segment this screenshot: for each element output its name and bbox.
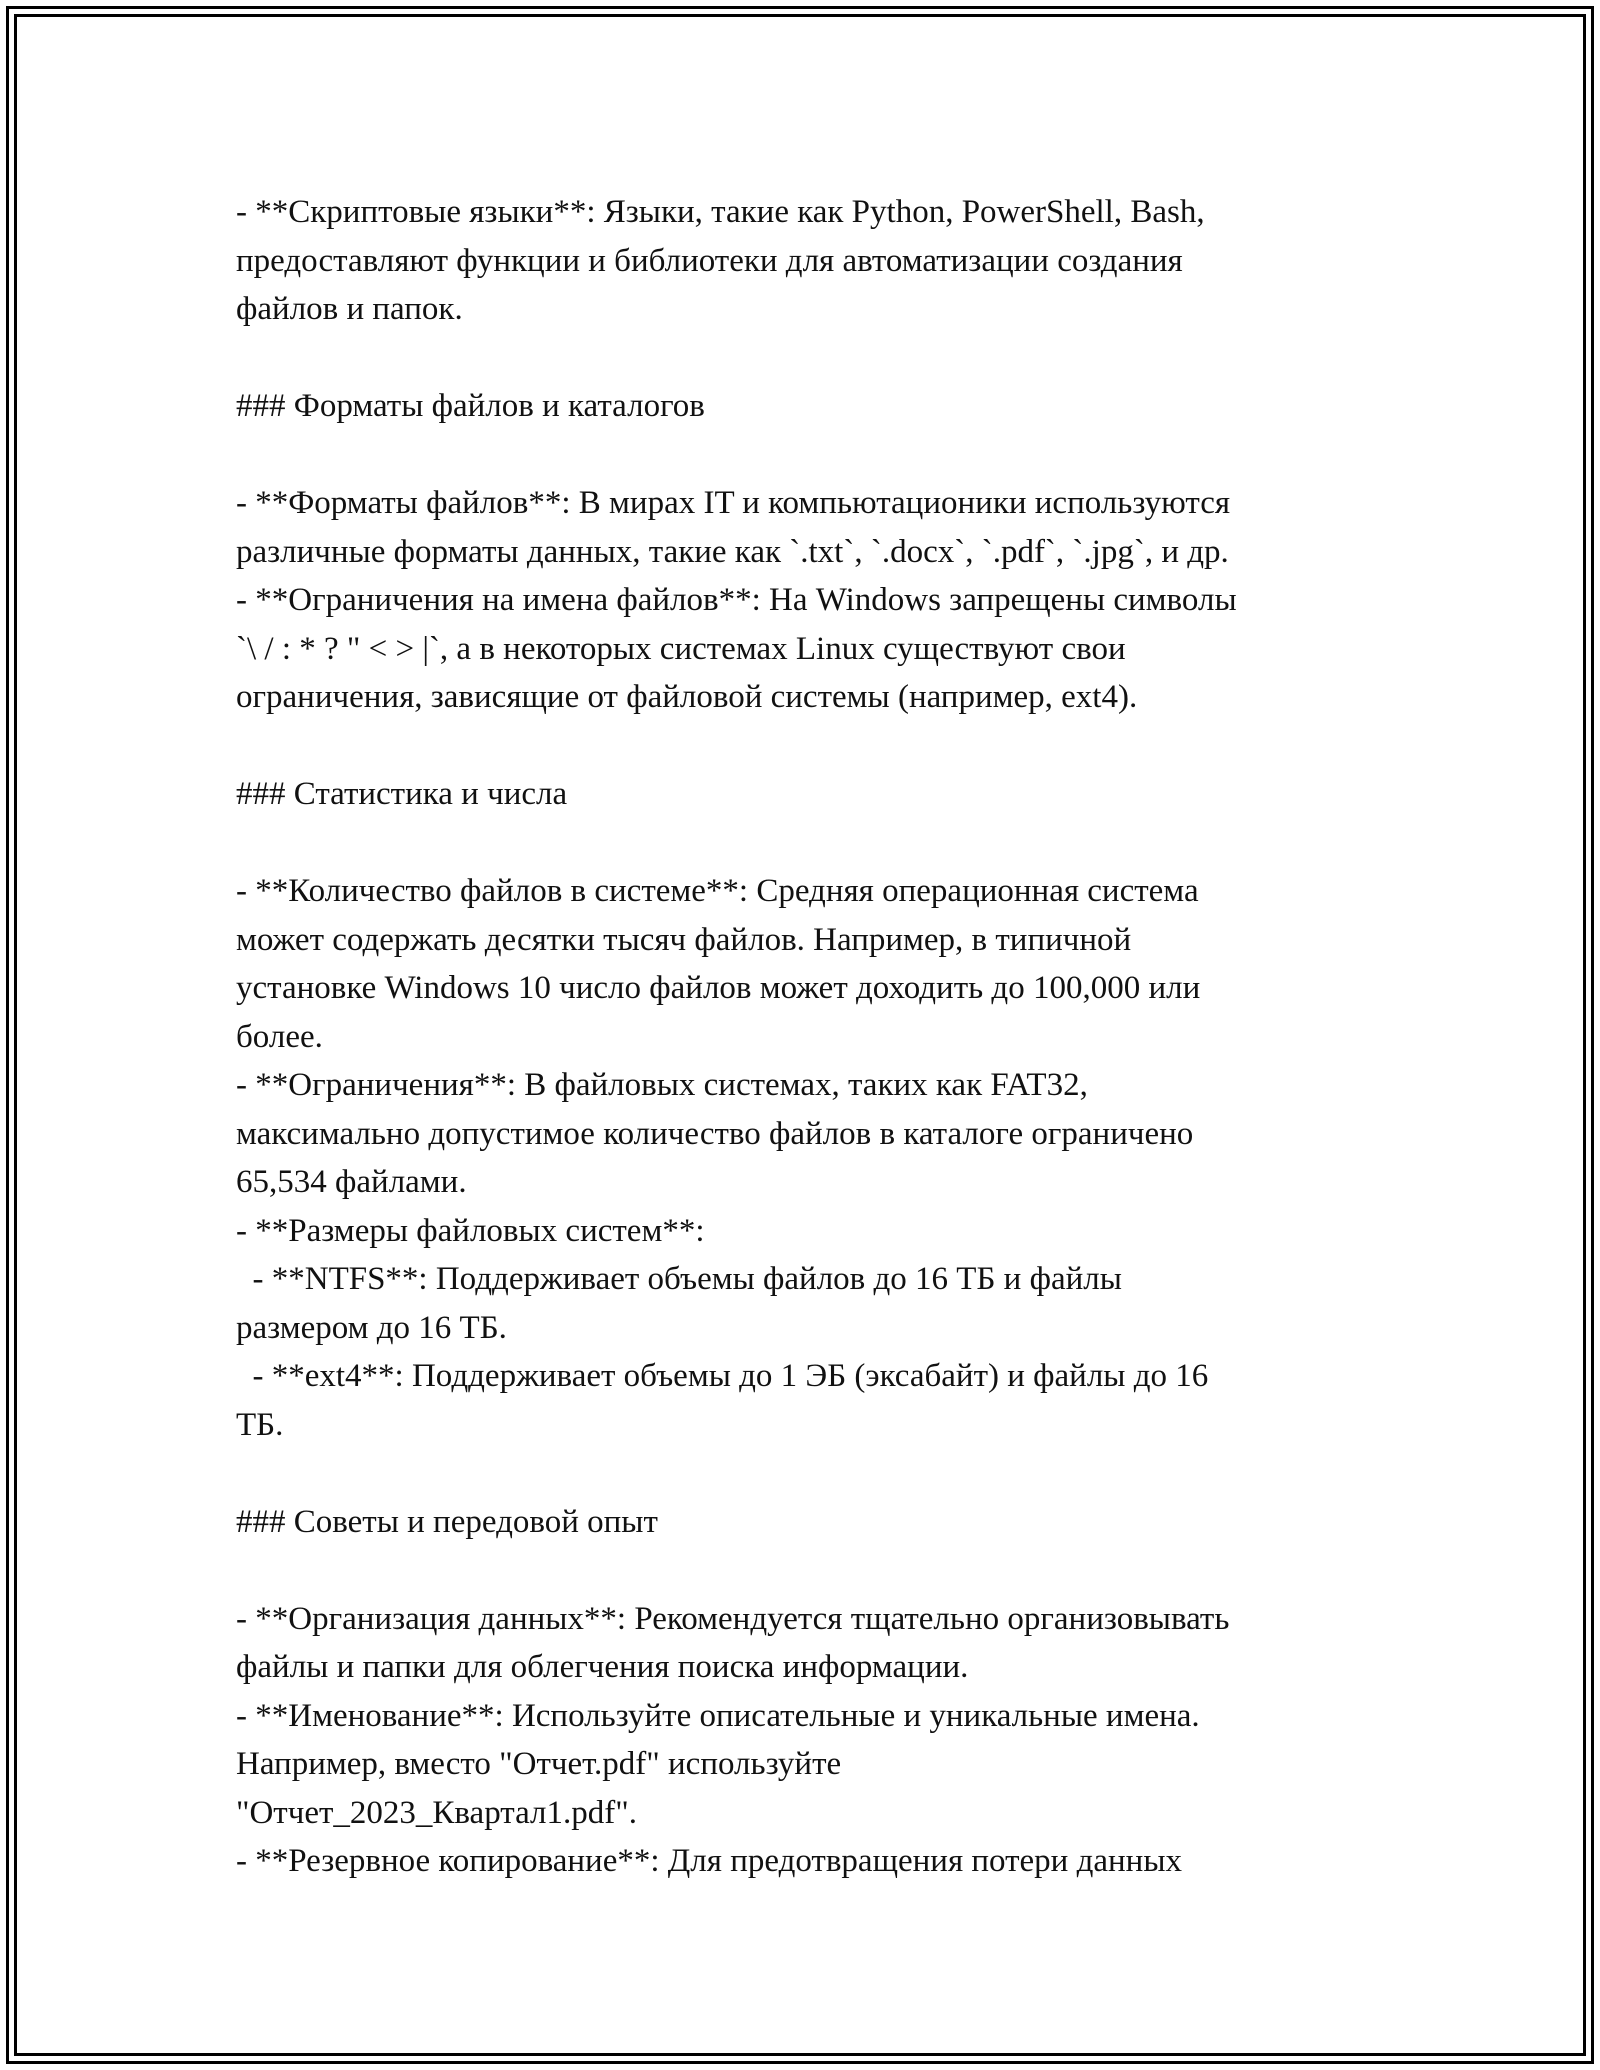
text-line: - **Организация данных**: Рекомендуется тщательно организовывать <box>236 1600 1230 1637</box>
text-line: - **Ограничения на имена файлов**: На Windows запрещены символы <box>236 582 1237 618</box>
text-line: размером до 16 ТБ. <box>236 1309 507 1346</box>
blank-line <box>236 1449 1386 1498</box>
text-line: файлов и папок. <box>236 291 463 327</box>
text-line: ТБ. <box>236 1406 284 1443</box>
text-line: 65,534 файлами. <box>236 1164 467 1200</box>
text-line: - **Форматы файлов**: В мирах IT и компьютационики используются <box>236 485 1231 521</box>
section-heading: ### Статистика и числа <box>236 776 568 812</box>
blank-line <box>236 819 1386 868</box>
text-line: - **Скриптовые языки**: Языки, такие как Python, PowerShell, Bash, <box>236 194 1205 230</box>
text-line: ограничения, зависящие от файловой системы (например, ext4). <box>236 679 1138 715</box>
blank-line <box>236 431 1386 480</box>
text-line: `\ / : * ? " < > |`, а в некоторых системах Linux существуют свои <box>236 630 1126 667</box>
text-line: может содержать десятки тысяч файлов. Например, в типичной <box>236 921 1132 958</box>
text-line: - **NTFS**: Поддерживает объемы файлов до 16 ТБ и файлы <box>236 1261 1122 1297</box>
text-line: - **ext4**: Поддерживает объемы до 1 ЭБ (эксабайт) и файлы до 16 <box>236 1358 1209 1394</box>
text-line: - **Ограничения**: В файловых системах, таких как FAT32, <box>236 1067 1088 1103</box>
document-body <box>236 188 1386 1886</box>
text-line: "Отчет_2023_Квартал1.pdf". <box>236 1794 637 1831</box>
text-line: установке Windows 10 число файлов может доходить до 100,000 или <box>236 970 1201 1006</box>
text-line: предоставляют функции и библиотеки для автоматизации создания <box>236 242 1183 279</box>
text-line: Например, вместо "Отчет.pdf" используйте <box>236 1746 842 1782</box>
text-line: - **Количество файлов в системе**: Средняя операционная система <box>236 873 1199 909</box>
blank-line <box>236 1546 1386 1595</box>
text-line: - **Резервное копирование**: Для предотвращения потери данных <box>236 1843 1183 1879</box>
text-line: - **Размеры файловых систем**: <box>236 1212 705 1249</box>
blank-line <box>236 722 1386 771</box>
text-line: различные форматы данных, такие как `.txt`, `.docx`, `.pdf`, `.jpg`, и др. <box>236 533 1229 570</box>
section-heading: ### Советы и передовой опыт <box>236 1503 658 1540</box>
text-line: более. <box>236 1018 323 1055</box>
text-line: максимально допустимое количество файлов в каталоге ограничено <box>236 1115 1194 1152</box>
text-line: файлы и папки для облегчения поиска информации. <box>236 1649 969 1685</box>
blank-line <box>236 334 1386 383</box>
section-heading: ### Форматы файлов и каталогов <box>236 388 705 424</box>
text-line: - **Именование**: Используйте описательные и уникальные имена. <box>236 1697 1200 1734</box>
